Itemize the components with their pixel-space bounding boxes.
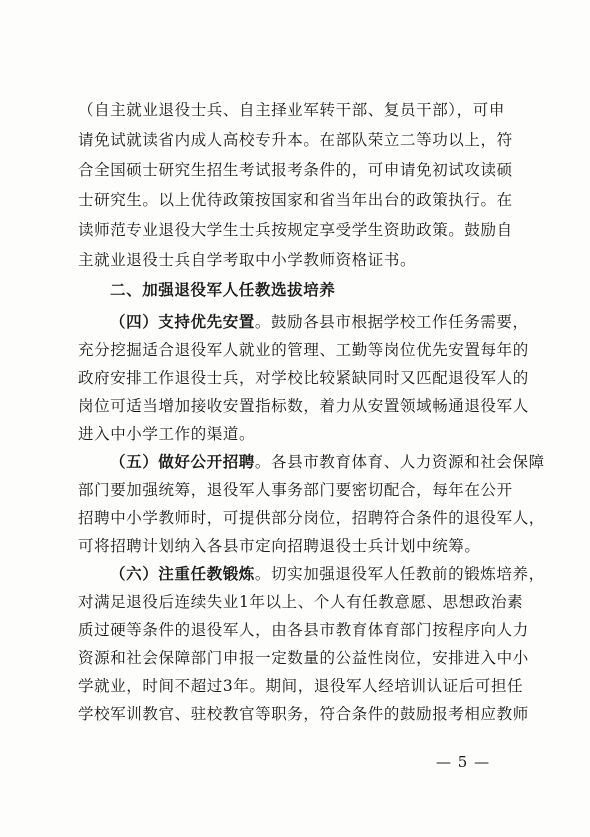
section5-line-3: 招聘中小学教师时，可提供部分岗位，招聘符合条件的退役军人， bbox=[78, 509, 545, 527]
section6-line-4: 资源和社会保障部门申报一定数量的公益性岗位，安排进入中小 bbox=[78, 649, 529, 667]
section-heading-2: 二、加强退役军人任教选拔培养 bbox=[110, 281, 336, 299]
section6-line-5: 学就业，时间不超过3年。期间，退役军人经培训认证后可担任 bbox=[78, 677, 524, 695]
section5-first-line bbox=[0, 452, 590, 472]
section5-line-2: 部门要加强统筹，退役军人事务部门要密切配合，每年在公开 bbox=[78, 481, 513, 499]
section4-line-3: 政府安排工作退役士兵，对学校比较紧缺同时又匹配退役军人的 bbox=[78, 369, 529, 387]
section4-line-5: 进入中小学工作的渠道。 bbox=[78, 425, 256, 443]
body-line-6: 主就业退役士兵自学考取中小学教师资格证书。 bbox=[78, 251, 417, 269]
section6-first-rest: 。切实加强退役军人任教前的锻炼培养， bbox=[254, 565, 545, 583]
section4-first-rest: 。鼓励各县市根据学校工作任务需要， bbox=[254, 313, 529, 331]
body-line-1: （自主就业退役士兵、自主择业军转干部、复员干部），可申 bbox=[78, 101, 505, 119]
section6-line-6: 学校军训教官、驻校教官等职务，符合条件的鼓励报考相应教师 bbox=[78, 705, 529, 723]
page-number: — 5 — bbox=[436, 753, 491, 771]
body-line-2: 请免试就读省内成人高校专升本。在部队荣立二等功以上，符 bbox=[78, 131, 513, 149]
section5-lead: （五）做好公开招聘 bbox=[110, 453, 255, 471]
section4-first-line bbox=[0, 312, 590, 332]
body-line-3: 合全国硕士研究生招生考试报考条件的，可申请免初试攻读硕 bbox=[78, 161, 513, 179]
section6-line-3: 质过硬等条件的退役军人，由各县市教育体育部门按程序向人力 bbox=[78, 621, 529, 639]
section6-line-2: 对满足退役后连续失业1年以上、个人有任教意愿、思想政治素 bbox=[78, 593, 524, 611]
section4-line-4: 岗位可适当增加接收安置指标数，着力从安置领域畅通退役军人 bbox=[78, 397, 529, 415]
section5-line-4: 可将招聘计划纳入各县市定向招聘退役士兵计划中统筹。 bbox=[78, 537, 481, 555]
body-line-4: 士研究生。以上优待政策按国家和省当年出台的政策执行。在 bbox=[78, 191, 513, 209]
section6-lead: （六）注重任教锻炼 bbox=[110, 565, 255, 583]
section4-lead: （四）支持优先安置 bbox=[110, 313, 255, 331]
body-line-5: 读师范专业退役大学生士兵按规定享受学生资助政策。鼓励自 bbox=[78, 221, 513, 239]
section4-line-2: 充分挖掘适合退役军人就业的管理、工勤等岗位优先安置每年的 bbox=[78, 341, 529, 359]
section5-first-rest: 。各县市教育体育、人力资源和社会保障 bbox=[254, 453, 545, 471]
section6-first-line bbox=[0, 564, 590, 584]
